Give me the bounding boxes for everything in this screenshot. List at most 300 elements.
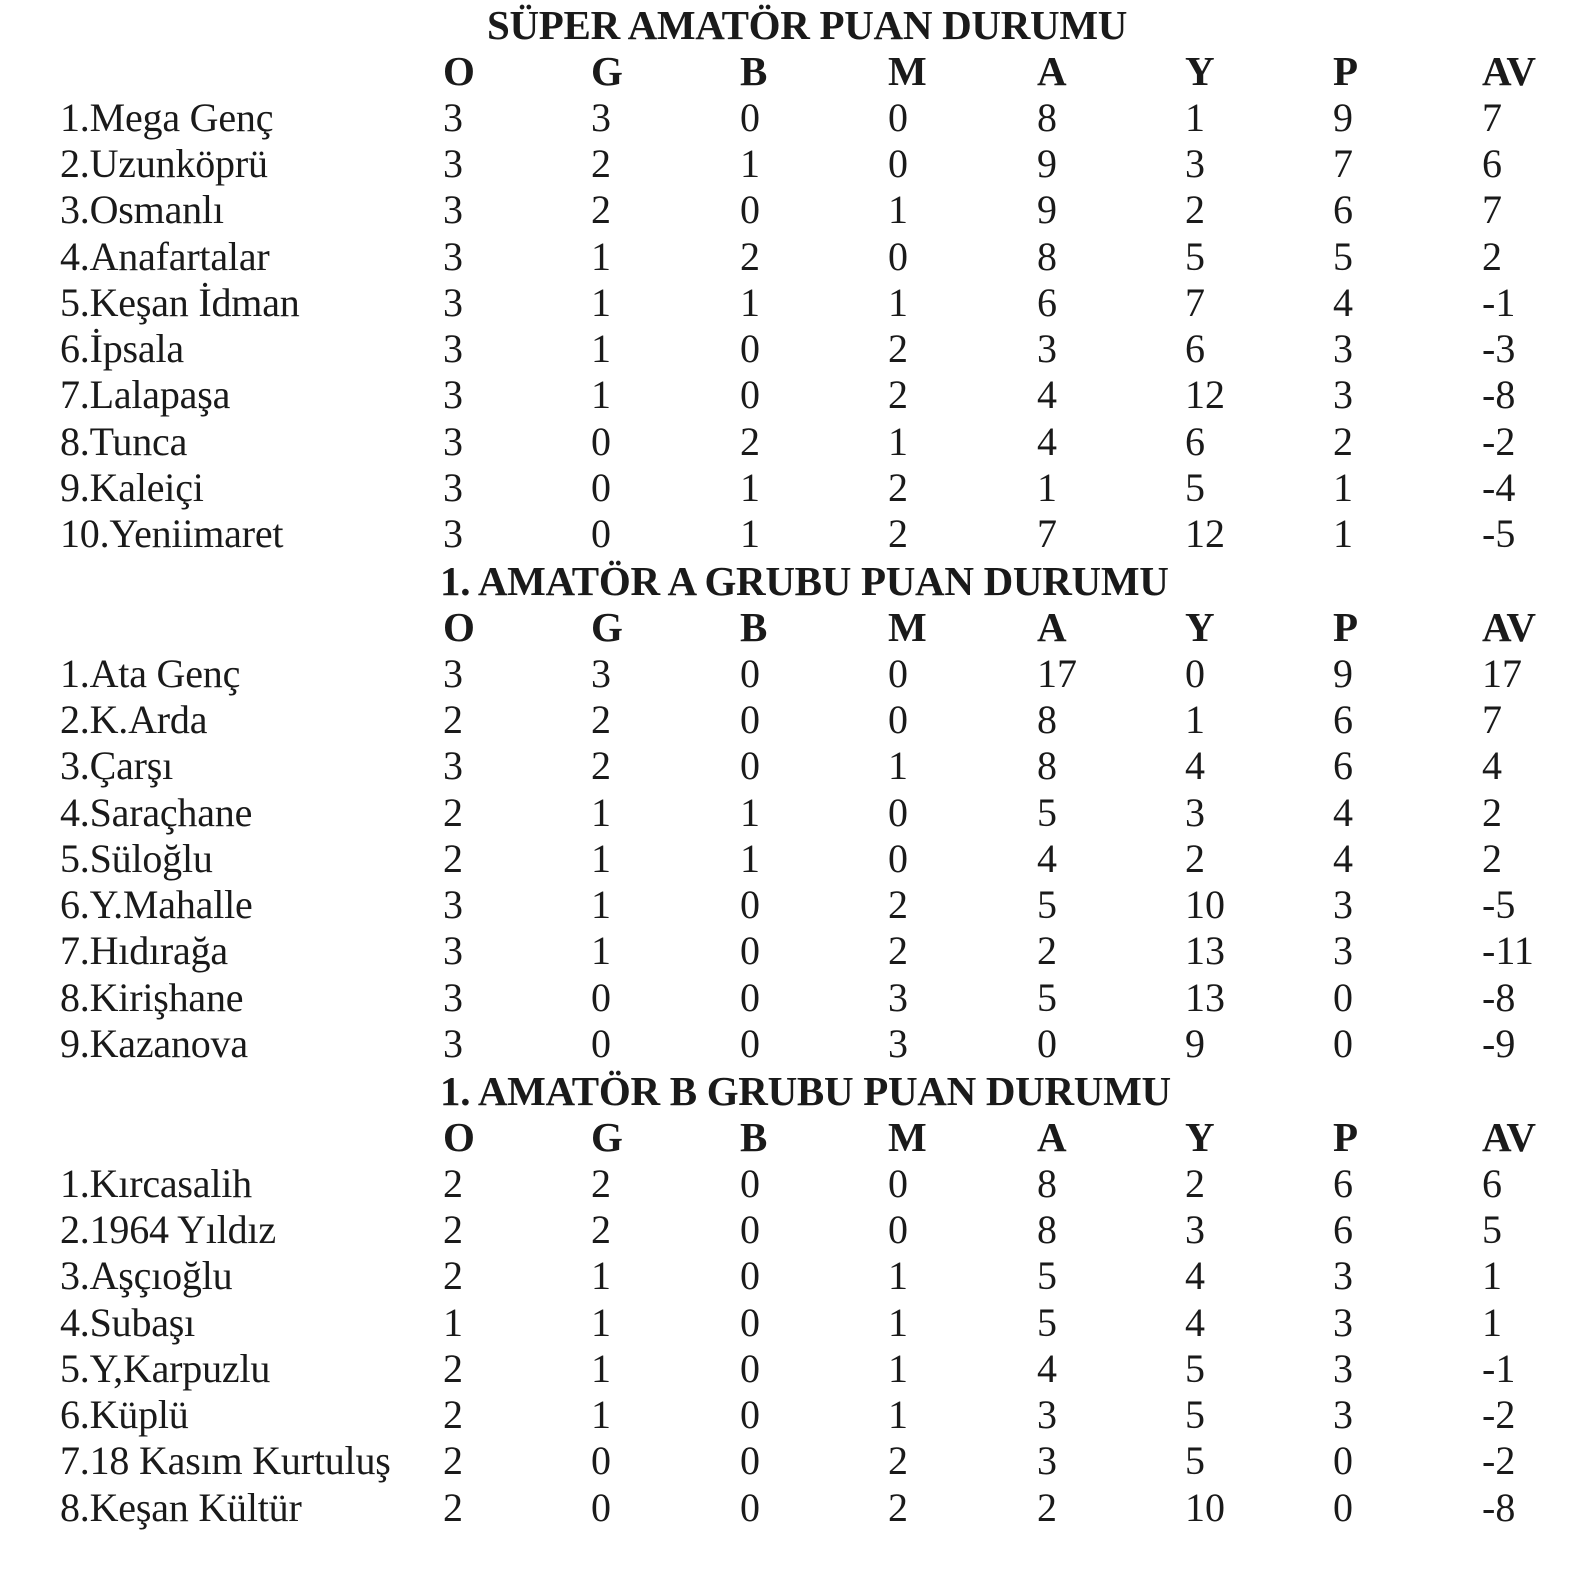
- stat-o: 2: [443, 835, 463, 881]
- stat-g: 1: [591, 1299, 611, 1345]
- stat-y: 3: [1185, 140, 1205, 186]
- stat-av: -8: [1482, 372, 1516, 418]
- stat-o: 2: [443, 1160, 463, 1206]
- stat-m: 2: [888, 1438, 908, 1484]
- column-header-b: B: [740, 48, 768, 95]
- stat-a: 7: [1037, 511, 1057, 557]
- stat-o: 3: [443, 511, 463, 557]
- stat-p: 3: [1333, 326, 1353, 372]
- table-row: [0, 1438, 1582, 1484]
- stat-o: 3: [443, 882, 463, 928]
- stat-m: 0: [888, 789, 908, 835]
- stat-m: 1: [888, 1345, 908, 1391]
- stat-g: 1: [591, 1345, 611, 1391]
- stat-y: 12: [1185, 372, 1225, 418]
- stat-av: -5: [1482, 511, 1516, 557]
- stat-y: 3: [1185, 789, 1205, 835]
- stat-y: 2: [1185, 187, 1205, 233]
- stat-g: 2: [591, 187, 611, 233]
- team-name: 7.18 Kasım Kurtuluş: [60, 1438, 391, 1484]
- stat-av: -11: [1482, 928, 1534, 974]
- stat-y: 2: [1185, 835, 1205, 881]
- stat-a: 3: [1037, 1392, 1057, 1438]
- team-name: 8.Keşan Kültür: [60, 1484, 302, 1530]
- column-header-m: M: [888, 48, 927, 95]
- stat-a: 5: [1037, 1253, 1057, 1299]
- stat-o: 2: [443, 1206, 463, 1252]
- table-row: [0, 882, 1582, 928]
- table-row: [0, 1021, 1582, 1067]
- stat-o: 2: [443, 1392, 463, 1438]
- stat-a: 5: [1037, 974, 1057, 1020]
- stat-g: 3: [591, 94, 611, 140]
- stat-y: 13: [1185, 974, 1225, 1020]
- stat-b: 0: [740, 326, 760, 372]
- stat-p: 5: [1333, 233, 1353, 279]
- column-header-g: G: [591, 1114, 623, 1161]
- stat-a: 5: [1037, 1299, 1057, 1345]
- stat-g: 1: [591, 233, 611, 279]
- column-header-m: M: [888, 604, 927, 651]
- stat-m: 2: [888, 1484, 908, 1530]
- column-header-y: Y: [1185, 1114, 1215, 1161]
- stat-y: 4: [1185, 1299, 1205, 1345]
- stat-y: 5: [1185, 233, 1205, 279]
- stat-p: 3: [1333, 372, 1353, 418]
- column-header-row: [0, 1114, 1582, 1160]
- table-row: [0, 511, 1582, 557]
- stat-m: 0: [888, 835, 908, 881]
- stat-o: 2: [443, 1484, 463, 1530]
- stat-a: 5: [1037, 882, 1057, 928]
- stat-m: 3: [888, 974, 908, 1020]
- stat-a: 8: [1037, 1160, 1057, 1206]
- stat-a: 8: [1037, 1206, 1057, 1252]
- stat-a: 0: [1037, 1021, 1057, 1066]
- stat-m: 1: [888, 187, 908, 233]
- stat-a: 8: [1037, 233, 1057, 279]
- team-name: 4.Anafartalar: [60, 233, 270, 279]
- stat-g: 1: [591, 326, 611, 372]
- stat-av: 2: [1482, 835, 1502, 881]
- stat-b: 0: [740, 696, 760, 742]
- team-name: 5.Y,Karpuzlu: [60, 1345, 271, 1391]
- team-name: 3.Osmanlı: [60, 187, 224, 233]
- stat-o: 3: [443, 974, 463, 1020]
- team-name: 2.Uzunköprü: [60, 140, 268, 186]
- stat-p: 7: [1333, 140, 1353, 186]
- stat-b: 0: [740, 1484, 760, 1530]
- stat-av: 6: [1482, 140, 1502, 186]
- stat-g: 1: [591, 835, 611, 881]
- stat-a: 4: [1037, 418, 1057, 464]
- stat-p: 4: [1333, 835, 1353, 881]
- stat-y: 5: [1185, 1345, 1205, 1391]
- team-name: 2.K.Arda: [60, 696, 208, 742]
- stat-a: 5: [1037, 789, 1057, 835]
- column-header-o: O: [443, 604, 475, 651]
- table-title: 1. AMATÖR A GRUBU PUAN DURUMU: [440, 558, 1169, 604]
- table-row: [0, 141, 1582, 187]
- stat-m: 1: [888, 1253, 908, 1299]
- stat-av: -1: [1482, 279, 1516, 325]
- stat-g: 2: [591, 743, 611, 789]
- stat-o: 3: [443, 465, 463, 510]
- stat-b: 0: [740, 372, 760, 418]
- team-name: 9.Kaleiçi: [60, 465, 204, 510]
- stat-y: 1: [1185, 94, 1205, 140]
- stat-a: 4: [1037, 835, 1057, 881]
- stat-y: 9: [1185, 1021, 1205, 1066]
- stat-m: 1: [888, 743, 908, 789]
- stat-m: 1: [888, 1299, 908, 1345]
- stat-a: 9: [1037, 140, 1057, 186]
- stat-av: -8: [1482, 1484, 1516, 1530]
- stat-a: 9: [1037, 187, 1057, 233]
- stat-av: 4: [1482, 743, 1502, 789]
- stat-b: 0: [740, 1345, 760, 1391]
- stat-m: 0: [888, 1206, 908, 1252]
- column-header-av: AV: [1482, 48, 1536, 95]
- stat-g: 1: [591, 928, 611, 974]
- stat-g: 0: [591, 974, 611, 1020]
- team-name: 7.Hıdırağa: [60, 928, 228, 974]
- table-row: [0, 372, 1582, 418]
- stat-av: 17: [1482, 650, 1522, 696]
- stat-b: 0: [740, 928, 760, 974]
- stat-g: 2: [591, 1160, 611, 1206]
- column-header-g: G: [591, 48, 623, 95]
- stat-o: 3: [443, 743, 463, 789]
- team-name: 10.Yeniimaret: [60, 511, 284, 557]
- stat-m: 3: [888, 1021, 908, 1066]
- table-row: [0, 651, 1582, 697]
- column-header-p: P: [1333, 1114, 1359, 1161]
- stat-a: 6: [1037, 279, 1057, 325]
- column-header-a: A: [1037, 1114, 1067, 1161]
- stat-o: 1: [443, 1299, 463, 1345]
- stat-o: 3: [443, 1021, 463, 1066]
- team-name: 4.Subaşı: [60, 1299, 196, 1345]
- stat-p: 6: [1333, 1160, 1353, 1206]
- stat-av: -5: [1482, 882, 1516, 928]
- table-row: [0, 1253, 1582, 1299]
- stat-g: 1: [591, 1253, 611, 1299]
- stat-av: -8: [1482, 974, 1516, 1020]
- stat-y: 13: [1185, 928, 1225, 974]
- table-row: [0, 790, 1582, 836]
- stat-p: 1: [1333, 465, 1353, 510]
- stat-o: 2: [443, 789, 463, 835]
- stat-a: 8: [1037, 94, 1057, 140]
- stat-av: 2: [1482, 789, 1502, 835]
- stat-o: 3: [443, 94, 463, 140]
- stat-p: 6: [1333, 187, 1353, 233]
- stat-m: 0: [888, 1160, 908, 1206]
- stat-av: -2: [1482, 1392, 1516, 1438]
- table-row: [0, 1207, 1582, 1253]
- stat-y: 4: [1185, 1253, 1205, 1299]
- stat-y: 2: [1185, 1160, 1205, 1206]
- table-row: [0, 836, 1582, 882]
- stat-o: 2: [443, 696, 463, 742]
- stat-b: 0: [740, 1438, 760, 1484]
- team-name: 1.Mega Genç: [60, 94, 274, 140]
- stat-p: 9: [1333, 650, 1353, 696]
- stat-av: 7: [1482, 696, 1502, 742]
- stat-p: 0: [1333, 974, 1353, 1020]
- stat-o: 3: [443, 928, 463, 974]
- team-name: 2.1964 Yıldız: [60, 1206, 276, 1252]
- stat-o: 2: [443, 1253, 463, 1299]
- table-row: [0, 280, 1582, 326]
- stat-b: 1: [740, 835, 760, 881]
- table-row: [0, 234, 1582, 280]
- stat-m: 0: [888, 94, 908, 140]
- stat-av: 7: [1482, 187, 1502, 233]
- team-name: 8.Kirişhane: [60, 974, 244, 1020]
- stat-g: 0: [591, 418, 611, 464]
- stat-a: 3: [1037, 326, 1057, 372]
- stat-o: 3: [443, 326, 463, 372]
- stat-av: -2: [1482, 418, 1516, 464]
- stat-b: 2: [740, 418, 760, 464]
- table-row: [0, 465, 1582, 511]
- team-name: 8.Tunca: [60, 418, 188, 464]
- stat-a: 1: [1037, 465, 1057, 510]
- stat-av: 1: [1482, 1253, 1502, 1299]
- team-name: 1.Kırcasalih: [60, 1160, 252, 1206]
- team-name: 5.Süloğlu: [60, 835, 213, 881]
- stat-av: -9: [1482, 1021, 1516, 1066]
- stat-y: 10: [1185, 1484, 1225, 1530]
- table-row: [0, 975, 1582, 1021]
- stat-m: 1: [888, 279, 908, 325]
- stat-o: 3: [443, 140, 463, 186]
- column-header-p: P: [1333, 48, 1359, 95]
- stat-m: 0: [888, 650, 908, 696]
- stat-y: 7: [1185, 279, 1205, 325]
- column-header-av: AV: [1482, 1114, 1536, 1161]
- stat-b: 0: [740, 1206, 760, 1252]
- stat-p: 1: [1333, 511, 1353, 557]
- stat-m: 0: [888, 233, 908, 279]
- stat-b: 1: [740, 140, 760, 186]
- stat-y: 10: [1185, 882, 1225, 928]
- stat-g: 1: [591, 882, 611, 928]
- table-row: [0, 419, 1582, 465]
- stat-av: 7: [1482, 94, 1502, 140]
- column-header-g: G: [591, 604, 623, 651]
- stat-p: 3: [1333, 1253, 1353, 1299]
- stat-p: 4: [1333, 789, 1353, 835]
- column-header-o: O: [443, 48, 475, 95]
- column-header-a: A: [1037, 604, 1067, 651]
- stat-g: 2: [591, 140, 611, 186]
- table-row: [0, 1392, 1582, 1438]
- table-row: [0, 187, 1582, 233]
- stat-b: 1: [740, 789, 760, 835]
- stat-g: 1: [591, 372, 611, 418]
- stat-o: 3: [443, 650, 463, 696]
- stat-m: 2: [888, 372, 908, 418]
- team-name: 6.Y.Mahalle: [60, 882, 253, 928]
- table-row: [0, 928, 1582, 974]
- stat-b: 0: [740, 1392, 760, 1438]
- stat-m: 0: [888, 140, 908, 186]
- stat-y: 3: [1185, 1206, 1205, 1252]
- team-name: 6.Küplü: [60, 1392, 189, 1438]
- stat-av: 5: [1482, 1206, 1502, 1252]
- stat-g: 0: [591, 1021, 611, 1066]
- stat-p: 3: [1333, 1392, 1353, 1438]
- stat-b: 0: [740, 882, 760, 928]
- team-name: 1.Ata Genç: [60, 650, 241, 696]
- stat-o: 3: [443, 372, 463, 418]
- stat-av: -3: [1482, 326, 1516, 372]
- stat-g: 1: [591, 279, 611, 325]
- stat-g: 0: [591, 1484, 611, 1530]
- stat-g: 1: [591, 1392, 611, 1438]
- column-header-y: Y: [1185, 604, 1215, 651]
- stat-p: 0: [1333, 1484, 1353, 1530]
- stat-y: 0: [1185, 650, 1205, 696]
- stat-o: 3: [443, 279, 463, 325]
- stat-m: 2: [888, 511, 908, 557]
- stat-m: 0: [888, 696, 908, 742]
- stat-b: 0: [740, 974, 760, 1020]
- column-header-m: M: [888, 1114, 927, 1161]
- column-header-y: Y: [1185, 48, 1215, 95]
- stat-a: 8: [1037, 696, 1057, 742]
- stat-g: 3: [591, 650, 611, 696]
- table-row: [0, 697, 1582, 743]
- stat-g: 2: [591, 696, 611, 742]
- team-name: 9.Kazanova: [60, 1021, 248, 1066]
- stat-a: 4: [1037, 1345, 1057, 1391]
- column-header-o: O: [443, 1114, 475, 1161]
- stat-o: 2: [443, 1438, 463, 1484]
- team-name: 6.İpsala: [60, 326, 184, 372]
- stat-m: 1: [888, 1392, 908, 1438]
- column-header-b: B: [740, 604, 768, 651]
- team-name: 3.Çarşı: [60, 743, 174, 789]
- stat-p: 6: [1333, 743, 1353, 789]
- stat-p: 3: [1333, 882, 1353, 928]
- stat-p: 2: [1333, 418, 1353, 464]
- team-name: 5.Keşan İdman: [60, 279, 300, 325]
- stat-y: 12: [1185, 511, 1225, 557]
- stat-g: 0: [591, 1438, 611, 1484]
- stat-av: -4: [1482, 465, 1516, 510]
- stat-p: 0: [1333, 1021, 1353, 1066]
- table-row: [0, 326, 1582, 372]
- stat-m: 2: [888, 928, 908, 974]
- table-row: [0, 1161, 1582, 1207]
- table-title: 1. AMATÖR B GRUBU PUAN DURUMU: [440, 1068, 1171, 1114]
- stat-y: 6: [1185, 326, 1205, 372]
- stat-b: 0: [740, 1253, 760, 1299]
- stat-av: -1: [1482, 1345, 1516, 1391]
- stat-a: 17: [1037, 650, 1077, 696]
- stat-m: 2: [888, 326, 908, 372]
- stat-p: 6: [1333, 696, 1353, 742]
- stat-g: 0: [591, 511, 611, 557]
- team-name: 4.Saraçhane: [60, 789, 253, 835]
- stat-av: 1: [1482, 1299, 1502, 1345]
- stat-b: 0: [740, 1021, 760, 1066]
- column-header-row: [0, 48, 1582, 94]
- stat-b: 0: [740, 743, 760, 789]
- stat-g: 2: [591, 1206, 611, 1252]
- stat-p: 4: [1333, 279, 1353, 325]
- stat-p: 3: [1333, 928, 1353, 974]
- stat-p: 0: [1333, 1438, 1353, 1484]
- column-header-row: [0, 604, 1582, 650]
- table-row: [0, 743, 1582, 789]
- stat-a: 2: [1037, 1484, 1057, 1530]
- stat-av: 2: [1482, 233, 1502, 279]
- column-header-av: AV: [1482, 604, 1536, 651]
- stat-o: 3: [443, 418, 463, 464]
- stat-m: 2: [888, 882, 908, 928]
- stat-b: 0: [740, 1160, 760, 1206]
- column-header-b: B: [740, 1114, 768, 1161]
- table-row: [0, 95, 1582, 141]
- stat-g: 1: [591, 789, 611, 835]
- stat-a: 4: [1037, 372, 1057, 418]
- stat-b: 1: [740, 511, 760, 557]
- stat-p: 3: [1333, 1299, 1353, 1345]
- stat-y: 5: [1185, 1392, 1205, 1438]
- table-row: [0, 1346, 1582, 1392]
- stat-m: 2: [888, 465, 908, 510]
- stat-o: 3: [443, 187, 463, 233]
- stat-y: 1: [1185, 696, 1205, 742]
- stat-y: 5: [1185, 465, 1205, 510]
- team-name: 3.Aşçıoğlu: [60, 1253, 233, 1299]
- stat-b: 0: [740, 187, 760, 233]
- column-header-a: A: [1037, 48, 1067, 95]
- stat-o: 3: [443, 233, 463, 279]
- stat-y: 4: [1185, 743, 1205, 789]
- stat-a: 3: [1037, 1438, 1057, 1484]
- stat-y: 6: [1185, 418, 1205, 464]
- stat-b: 0: [740, 1299, 760, 1345]
- stat-p: 9: [1333, 94, 1353, 140]
- stat-b: 0: [740, 650, 760, 696]
- stat-b: 1: [740, 279, 760, 325]
- stat-av: 6: [1482, 1160, 1502, 1206]
- stat-b: 2: [740, 233, 760, 279]
- stat-y: 5: [1185, 1438, 1205, 1484]
- stat-a: 2: [1037, 928, 1057, 974]
- stat-o: 2: [443, 1345, 463, 1391]
- stat-p: 6: [1333, 1206, 1353, 1252]
- stat-b: 0: [740, 94, 760, 140]
- stat-av: -2: [1482, 1438, 1516, 1484]
- stat-g: 0: [591, 465, 611, 510]
- stat-a: 8: [1037, 743, 1057, 789]
- table-row: [0, 1300, 1582, 1346]
- table-title: SÜPER AMATÖR PUAN DURUMU: [487, 2, 1128, 48]
- stat-b: 1: [740, 465, 760, 510]
- stat-p: 3: [1333, 1345, 1353, 1391]
- column-header-p: P: [1333, 604, 1359, 651]
- team-name: 7.Lalapaşa: [60, 372, 231, 418]
- stat-m: 1: [888, 418, 908, 464]
- table-row: [0, 1485, 1582, 1531]
